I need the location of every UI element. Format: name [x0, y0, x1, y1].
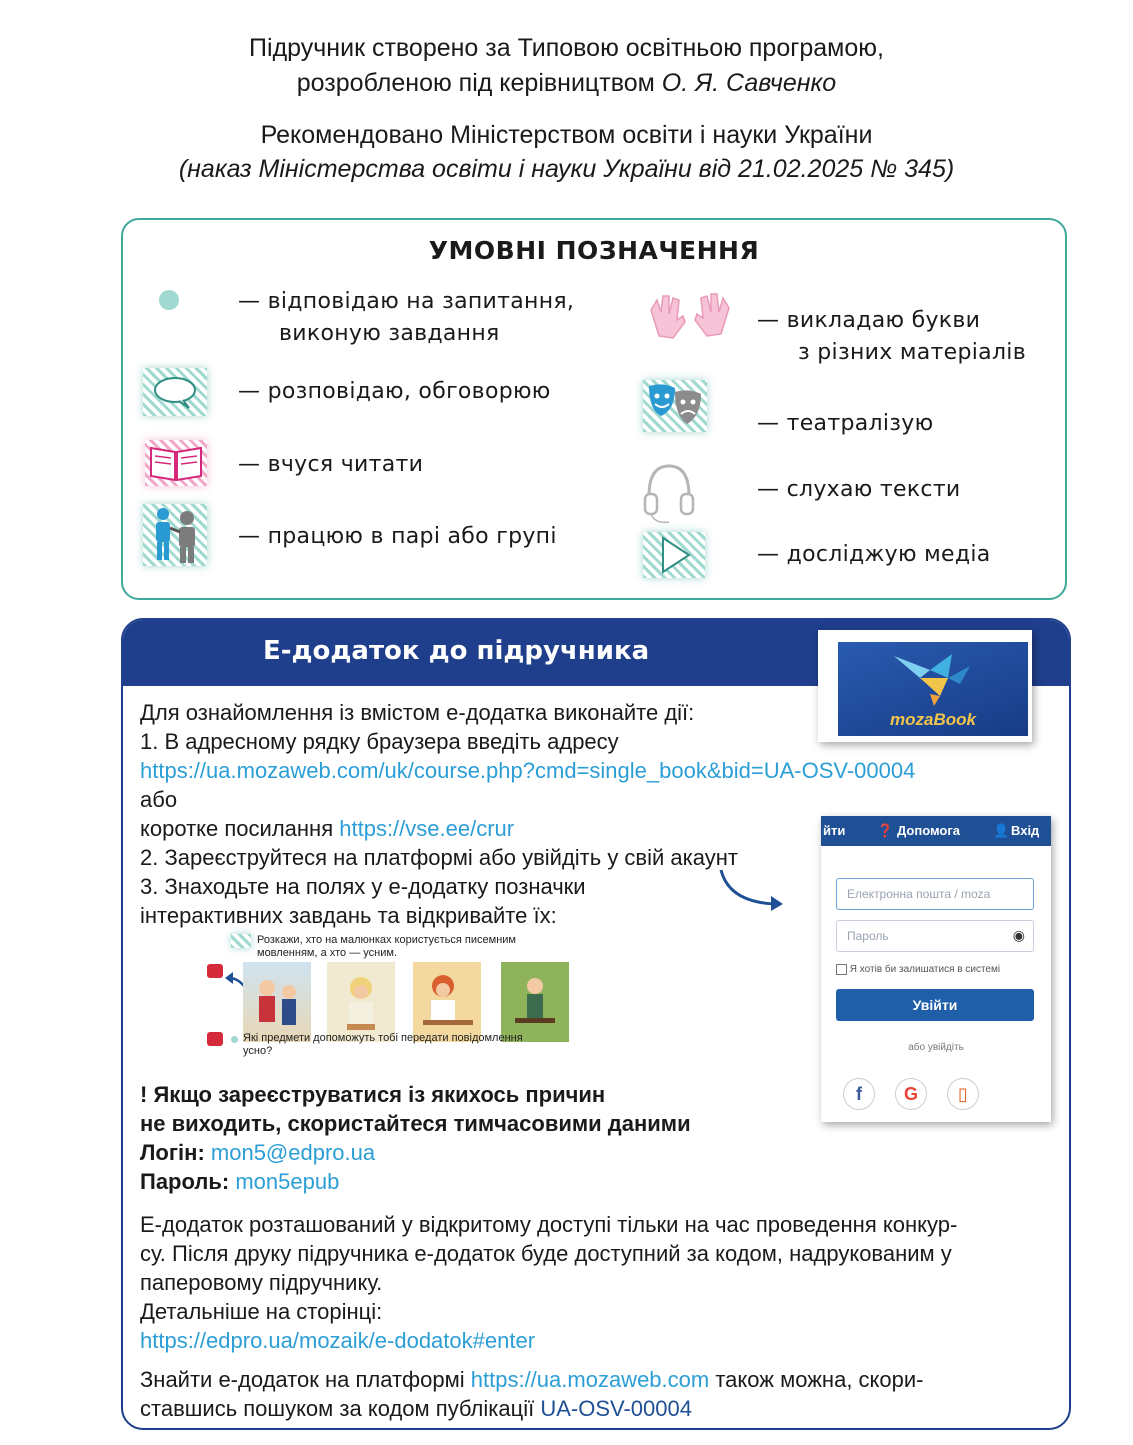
submit-button[interactable]: Увійти [836, 989, 1034, 1021]
legend-title: УМОВНІ ПОЗНАЧЕННЯ [428, 236, 760, 265]
headphones-icon [641, 460, 697, 526]
password-credential [140, 1167, 339, 1196]
instructions-step2: 2. Зареєструйтеся на платформі або увійдіть у свій акаунт [140, 845, 738, 870]
find-prefix: Знайти е-додаток на платформі [140, 1367, 465, 1392]
example-picture-1 [243, 962, 311, 1042]
password-value: mon5epub [235, 1169, 340, 1194]
legend-pair: — працюю в парі або групі [238, 524, 557, 549]
legend-discuss: — розповідаю, обговорюю [238, 379, 551, 404]
user-icon: 👤 [993, 823, 1010, 838]
speech-bubble-icon [143, 368, 207, 416]
theatre-masks-icon [643, 380, 707, 432]
example-picture-3 [413, 962, 481, 1042]
interactive-marker-icon[interactable] [207, 964, 223, 978]
interactive-marker-icon-2[interactable] [207, 1032, 223, 1046]
media-play-icon [643, 532, 705, 578]
remember-row[interactable] [836, 964, 1000, 975]
remember-checkbox[interactable] [836, 964, 847, 975]
warning-line2: не виходить, скористайтеся тимчасовими даними [140, 1111, 691, 1136]
legend-answer-line1: — відповідаю на запитання, [238, 289, 575, 314]
legend-box [121, 218, 1067, 600]
link-short-url[interactable]: https://vse.ee/crur [339, 816, 515, 841]
mozabook-logo [838, 642, 1028, 736]
header-line1: Підручник створено за Типовою освітньою програмою, [249, 34, 884, 62]
link-long-url[interactable]: https://ua.mozaweb.com/uk/course.php?cmd=single_book&bid=UA-OSV-00004 [140, 758, 916, 783]
access-line1: Е-додаток розташований у відкритому доступі тільки на час проведення конкур- [140, 1212, 958, 1237]
login-nav-bar [821, 816, 1051, 846]
header-line2 [0, 67, 1133, 99]
legend-letters [757, 305, 1026, 369]
login-credential [140, 1138, 375, 1167]
instructions-step3-line1: 3. Знаходьте на полях у е-додатку позначки [140, 874, 586, 899]
legend-answer-line2: виконую завдання [279, 321, 500, 346]
publication-code: UA-OSV-00004 [540, 1396, 692, 1421]
nav-help[interactable]: Допомога [897, 823, 961, 838]
legend-letters-line2: з різних матеріалів [798, 340, 1026, 365]
instructions-step1: 1. В адресному рядку браузера введіть адресу [140, 729, 619, 754]
help-icon: ❓ [877, 823, 894, 838]
access-line2: су. Після друку підручника е-додаток буде доступний за кодом, надрукованим у [140, 1241, 952, 1266]
example-task1-line2: мовленням, а хто — усним. [257, 947, 397, 959]
curved-arrow-icon [715, 864, 789, 914]
mozabook-logo-text: mozaBook [890, 710, 976, 729]
example-picture-2 [327, 962, 395, 1042]
hummingbird-icon [890, 648, 980, 708]
header-author: О. Я. Савченко [661, 69, 837, 97]
example-task1-line1: Розкажи, хто на малюнках користується писемним [257, 934, 516, 946]
link-platform[interactable]: https://ua.mozaweb.com [470, 1367, 710, 1392]
find-line2-prefix: ставшись пошуком за кодом публікації [140, 1396, 535, 1421]
pair-work-icon [143, 504, 207, 566]
short-link-prefix: коротке посилання [140, 816, 334, 841]
header-order: (наказ Міністерства освіти і науки України від 21.02.2025 № 345) [178, 155, 955, 183]
password-field[interactable] [836, 920, 1034, 952]
find-line2 [140, 1394, 692, 1423]
example-task2-line2: усно? [243, 1045, 273, 1057]
short-link-line [140, 814, 514, 843]
mozabook-logo-card [818, 630, 1032, 742]
legend-read: — вчуся читати [238, 452, 424, 477]
password-label: Пароль: [140, 1169, 230, 1194]
example-dot-icon [231, 1036, 238, 1043]
nav-login[interactable]: Вхід [1011, 823, 1040, 838]
eye-icon[interactable]: ◉ [1012, 927, 1025, 943]
email-field[interactable]: Електронна пошта / moza [836, 878, 1034, 910]
google-icon[interactable]: G [895, 1078, 927, 1110]
header-line2-prefix: розробленою під керівництвом [296, 69, 655, 97]
legend-listen: — слухаю тексти [757, 477, 961, 502]
office-icon[interactable]: ▯ [947, 1078, 979, 1110]
find-suffix: також можна, скори- [715, 1367, 924, 1392]
password-placeholder: Пароль [847, 929, 889, 943]
instructions-intro: Для ознайомлення із вмістом е-додатка виконайте дії: [140, 700, 695, 725]
link-details[interactable]: https://edpro.ua/mozaik/e-dodatok#enter [140, 1328, 536, 1353]
instructions-step3-line2: інтерактивних завдань та відкривайте їх: [140, 903, 557, 928]
or-text: або [140, 787, 178, 812]
login-value[interactable]: mon5@edpro.ua [210, 1140, 376, 1165]
example-picture-4 [501, 962, 569, 1042]
warning-line1: ! Якщо зареєструватися із якихось причин [140, 1082, 606, 1107]
details-label: Детальніше на сторінці: [140, 1299, 383, 1324]
instructions [140, 698, 840, 756]
bullet-dot-icon [159, 290, 179, 310]
legend-media: — досліджую медіа [757, 542, 991, 567]
or-login-text: або увійдіть [908, 1042, 964, 1053]
hands-icon [645, 290, 735, 346]
find-line1 [140, 1365, 924, 1394]
legend-theatre: — театралізую [757, 411, 934, 436]
legend-letters-line1: — викладаю букви [757, 308, 981, 333]
example-task1 [257, 934, 516, 960]
remember-label: Я хотів би залишатися в системі [849, 964, 1001, 976]
legend-answer [238, 286, 574, 350]
login-label: Логін: [140, 1140, 205, 1165]
example-task2 [243, 1032, 523, 1058]
open-book-icon [145, 440, 207, 486]
example-exercise [205, 928, 585, 1068]
facebook-icon[interactable]: f [843, 1078, 875, 1110]
example-speech-icon [231, 934, 251, 948]
nav-cut-text: йти [823, 823, 846, 838]
header-recommend: Рекомендовано Міністерством освіти і науки України [260, 121, 873, 149]
login-screenshot [821, 816, 1051, 1122]
access-line3: паперовому підручнику. [140, 1270, 383, 1295]
panel-title: Е-додаток до підручника [263, 636, 650, 666]
example-task2-line1: Які предмети допоможуть тобі передати повідомлення [243, 1032, 523, 1044]
